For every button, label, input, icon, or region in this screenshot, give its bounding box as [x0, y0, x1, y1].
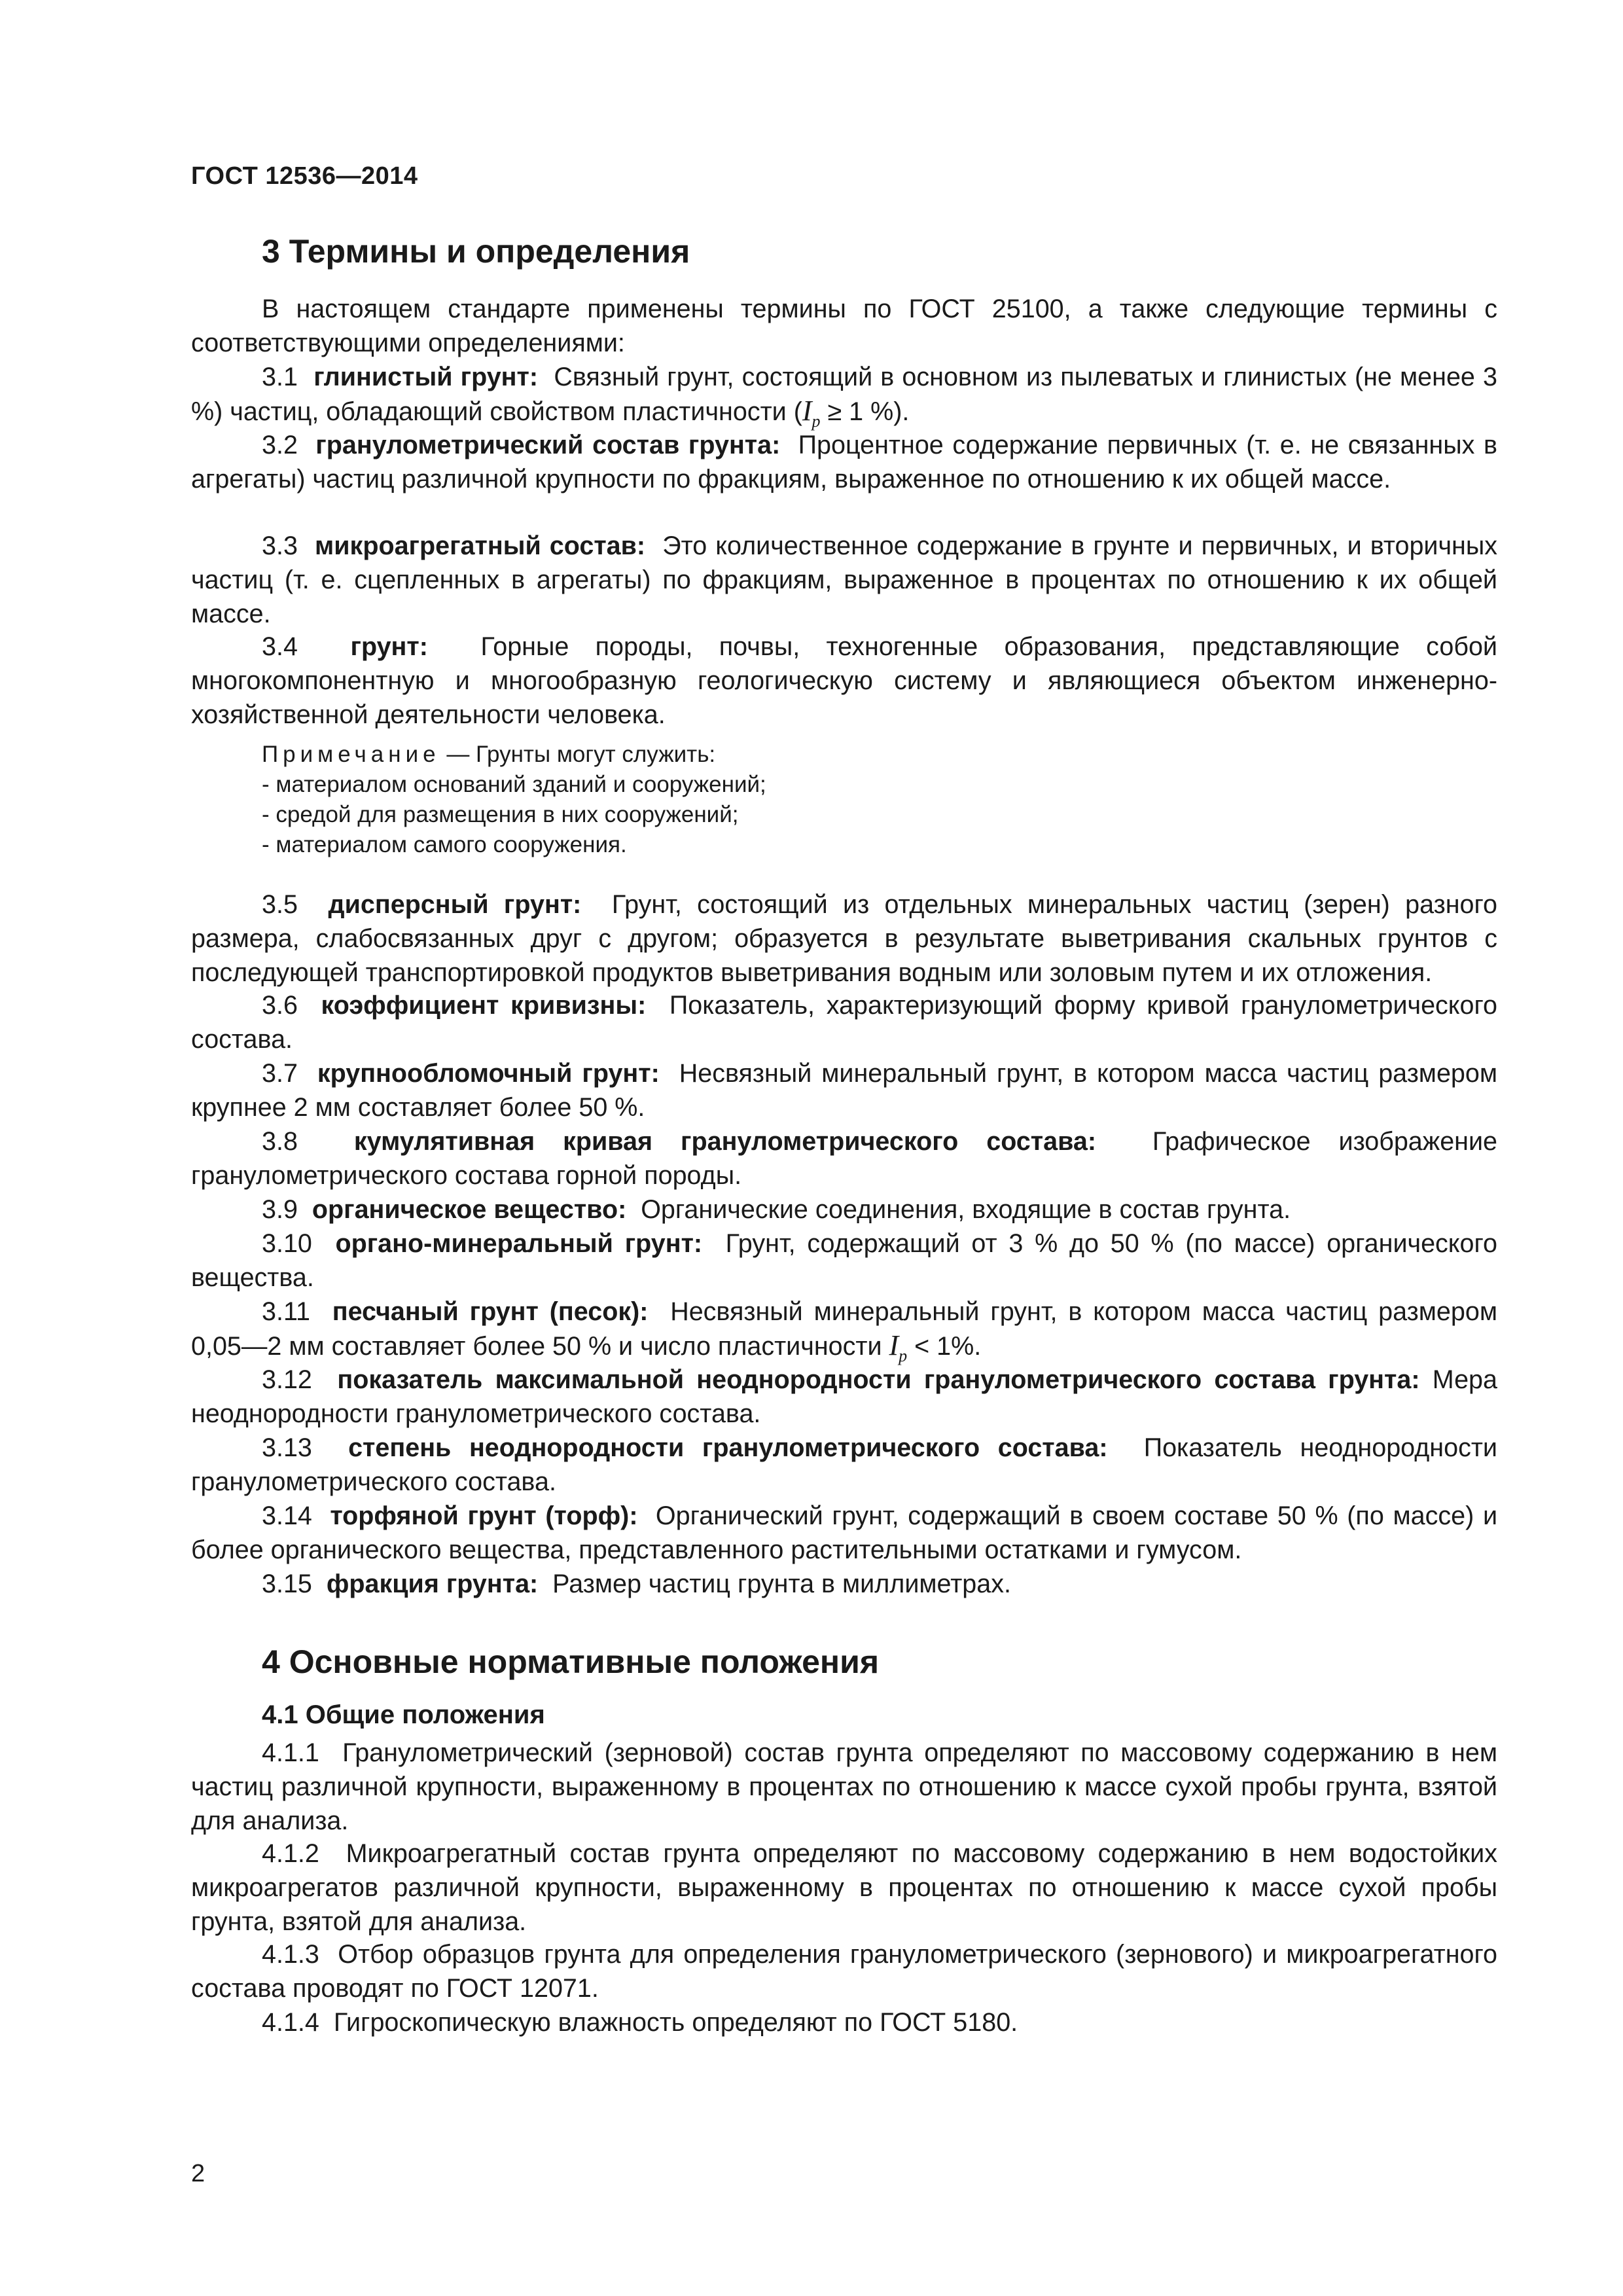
term-3-10 — [191, 1227, 1497, 1295]
term-name: грунт: — [350, 632, 428, 661]
term-number: 3.8 — [262, 1127, 298, 1156]
term-number: 3.5 — [262, 890, 298, 919]
term-name: торфяной грунт (торф): — [330, 1501, 638, 1530]
term-name: дисперсный грунт: — [328, 890, 582, 919]
term-definition: Процентное содержание первичных (т. е. не связанных в агрегаты) частиц различной крупности по фракциям, выраженное по отношению к их общей массе. — [191, 431, 1497, 493]
term-3-14 — [191, 1499, 1497, 1567]
term-name: глинистый грунт: — [313, 363, 539, 391]
term-number: 3.14 — [262, 1501, 312, 1530]
clause-number: 4.1.2 — [262, 1839, 319, 1868]
term-definition: Несвязный минеральный грунт, в котором масса частиц размером крупнее 2 мм составляет более 50 %. — [191, 1059, 1498, 1122]
clause-text: Микроагрегатный состав грунта определяют по массовому содержанию в нем водостойких микроагрегатов различной крупности, выраженному в процентах по отношению к массе сухой пробы грунта, взятой для анализа. — [191, 1839, 1497, 1936]
term-number: 3.13 — [262, 1433, 312, 1462]
term-definition: Грунт, состоящий из отдельных минеральных частиц (зерен) разного размера, слабосвязанных друг с другом; образуется в результате выветривания скальных грунтов с последующей транспортировкой продуктов выветривания водным или золовым путем и их отложения. — [191, 890, 1497, 987]
clause-4-1-1 — [191, 1736, 1497, 1838]
term-definition: Мера неоднородности гранулометрического состава. — [191, 1365, 1497, 1428]
plasticity-symbol: $I_p$ — [802, 395, 821, 431]
term-name: песчаный грунт (песок): — [332, 1297, 649, 1326]
term-3-5 — [191, 888, 1497, 990]
term-definition: Графическое изображение гранулометрического состава горной породы. — [191, 1127, 1498, 1190]
term-definition: Грунт, содержащий от 3 % до 50 % (по массе) органического вещества. — [191, 1229, 1498, 1292]
term-name: показатель максимальной неоднородности гранулометрического состава грунта: — [337, 1365, 1420, 1394]
note-text: — Грунты могут служить: — [440, 742, 716, 767]
page-number: 2 — [191, 2160, 205, 2187]
term-name: кумулятивная кривая гранулометрического состава: — [353, 1127, 1096, 1156]
term-definition-end: < 1%. — [907, 1332, 982, 1361]
term-definition: Органический грунт, содержащий в своем составе 50 % (по массе) и более органического вещества, представленного растительными остатками и гумусом. — [191, 1501, 1498, 1564]
clause-4-1-4 — [191, 2005, 1497, 2039]
term-name: микроагрегатный состав: — [315, 531, 646, 560]
clause-text: Гигроскопическую влажность определяют по ГОСТ 5180. — [333, 2008, 1018, 2037]
term-3-9 — [191, 1193, 1497, 1227]
term-name: фракция грунта: — [326, 1570, 539, 1598]
term-number: 3.11 — [262, 1297, 310, 1326]
term-definition: Это количественное содержание в грунте и первичных, и вторичных частиц (т. е. сцепленных в агрегаты) по фракциям, выраженное в процентах по отношению к их общей массе. — [191, 531, 1498, 628]
term-definition: Несвязный минеральный грунт, в котором масса частиц размером 0,05—2 мм составляет более 50 % и число пластичности — [191, 1297, 1497, 1361]
term-number: 3.12 — [262, 1365, 312, 1394]
term-name: степень неоднородности гранулометрического состава: — [348, 1433, 1108, 1462]
term-definition: Размер частиц грунта в миллиметрах. — [552, 1570, 1011, 1598]
term-definition: Показатель неоднородности гранулометрического состава. — [191, 1433, 1497, 1496]
term-3-2 — [191, 428, 1497, 496]
term-3-1 — [191, 360, 1497, 439]
term-3-12 — [191, 1363, 1497, 1431]
term-3-3 — [191, 529, 1497, 631]
section-4-title: 4 Основные нормативные положения — [262, 1643, 879, 1680]
term-name: органическое вещество: — [312, 1195, 627, 1224]
clause-4-1-3 — [191, 1937, 1497, 2005]
document-header: ГОСТ 12536—2014 — [191, 162, 418, 190]
clause-number: 4.1.3 — [262, 1940, 319, 1969]
term-3-7 — [191, 1056, 1497, 1124]
term-number: 3.6 — [262, 991, 298, 1020]
term-3-15 — [191, 1567, 1497, 1601]
note-block — [262, 740, 1374, 860]
term-3-8 — [191, 1124, 1497, 1193]
term-number: 3.3 — [262, 531, 298, 560]
clause-number: 4.1.4 — [262, 2008, 319, 2037]
term-number: 3.10 — [262, 1229, 312, 1258]
note-label: Примечание — [262, 742, 440, 767]
term-number: 3.4 — [262, 632, 298, 661]
term-number: 3.1 — [262, 363, 298, 391]
clause-text: Отбор образцов грунта для определения гранулометрического (зернового) и микроагрегатного состава проводят по ГОСТ 12071. — [191, 1940, 1497, 2003]
term-name: гранулометрический состав грунта: — [315, 431, 781, 459]
term-definition-end: ≥ 1 %). — [820, 397, 910, 426]
note-heading — [262, 740, 1374, 770]
term-number: 3.2 — [262, 431, 298, 459]
term-definition: Показатель, характеризующий форму кривой гранулометрического состава. — [191, 991, 1498, 1054]
term-definition: Связный грунт, состоящий в основном из пылеватых и глинистых (не менее 3 %) частиц, обладающий свойством пластичности ( — [191, 363, 1498, 426]
term-3-11 — [191, 1295, 1497, 1373]
clause-4-1-2 — [191, 1837, 1497, 1939]
term-3-13 — [191, 1431, 1497, 1499]
clause-text: Гранулометрический (зерновой) состав грунта определяют по массовому содержанию в нем частиц различной крупности, выраженному в процентах по отношению к массе сухой пробы грунта, взятой для анализа. — [191, 1738, 1498, 1835]
note-item: - материалом оснований зданий и сооружений; — [262, 772, 766, 797]
term-name: коэффициент кривизны: — [321, 991, 647, 1020]
note-item: - средой для размещения в них сооружений; — [262, 802, 739, 827]
term-name: органо-минеральный грунт: — [335, 1229, 703, 1258]
term-3-6 — [191, 988, 1497, 1056]
subsection-4-1-title: 4.1 Общие положения — [262, 1700, 545, 1729]
term-number: 3.15 — [262, 1570, 312, 1598]
note-item: - материалом самого сооружения. — [262, 832, 627, 857]
term-definition: Горные породы, почвы, техногенные образования, представляющие собой многокомпонентную и многообразную геологическую систему и являющиеся объектом инженерно-хозяйственной деятельности человека. — [191, 632, 1497, 729]
clause-number: 4.1.1 — [262, 1738, 319, 1767]
term-definition: Органические соединения, входящие в состав грунта. — [641, 1195, 1291, 1224]
section-3-intro: В настоящем стандарте применены термины по ГОСТ 25100, а также следующие термины с соответствующими определениями: — [191, 295, 1497, 357]
term-3-4 — [191, 630, 1497, 732]
section-3-title: 3 Термины и определения — [262, 233, 690, 270]
term-name: крупнообломочный грунт: — [317, 1059, 660, 1088]
term-number: 3.7 — [262, 1059, 298, 1088]
plasticity-symbol: $I_p$ — [889, 1329, 908, 1365]
term-number: 3.9 — [262, 1195, 298, 1224]
